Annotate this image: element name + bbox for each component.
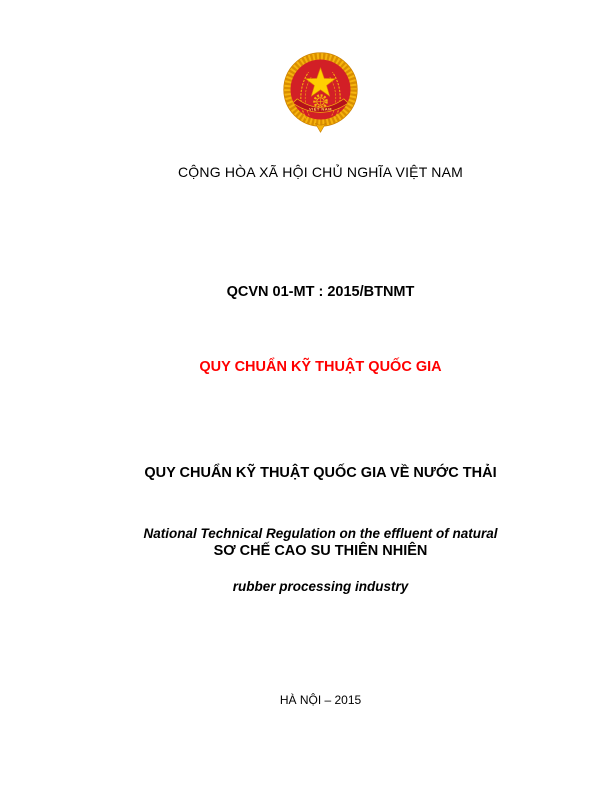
- country-title: CỘNG HÒA XÃ HỘI CHỦ NGHĨA VIỆT NAM: [177, 164, 464, 180]
- cover-content: [29, 0, 612, 792]
- regulation-title-english-line1: National Technical Regulation on the effluent of natural: [143, 526, 498, 541]
- regulation-title-red: QUY CHUẨN KỸ THUẬT QUỐC GIA: [199, 359, 442, 375]
- regulation-title-english-line2: rubber processing industry: [232, 578, 409, 594]
- banner-text: VIỆT NAM: [309, 106, 332, 112]
- regulation-code: QCVN 01-MT : 2015/BTNMT: [226, 284, 415, 300]
- regulation-title-vietnamese-line2: SƠ CHẾ CAO SU THIÊN NHIÊN: [213, 543, 428, 559]
- vietnam-national-emblem: [29, 52, 612, 133]
- regulation-title-vietnamese-line1: QUY CHUẨN KỸ THUẬT QUỐC GIA VỀ NƯỚC THẢI: [144, 465, 497, 481]
- regulation-title-english: [29, 490, 612, 630]
- vietnam-emblem-icon: [283, 52, 358, 133]
- place-year: HÀ NỘI – 2015: [279, 693, 362, 707]
